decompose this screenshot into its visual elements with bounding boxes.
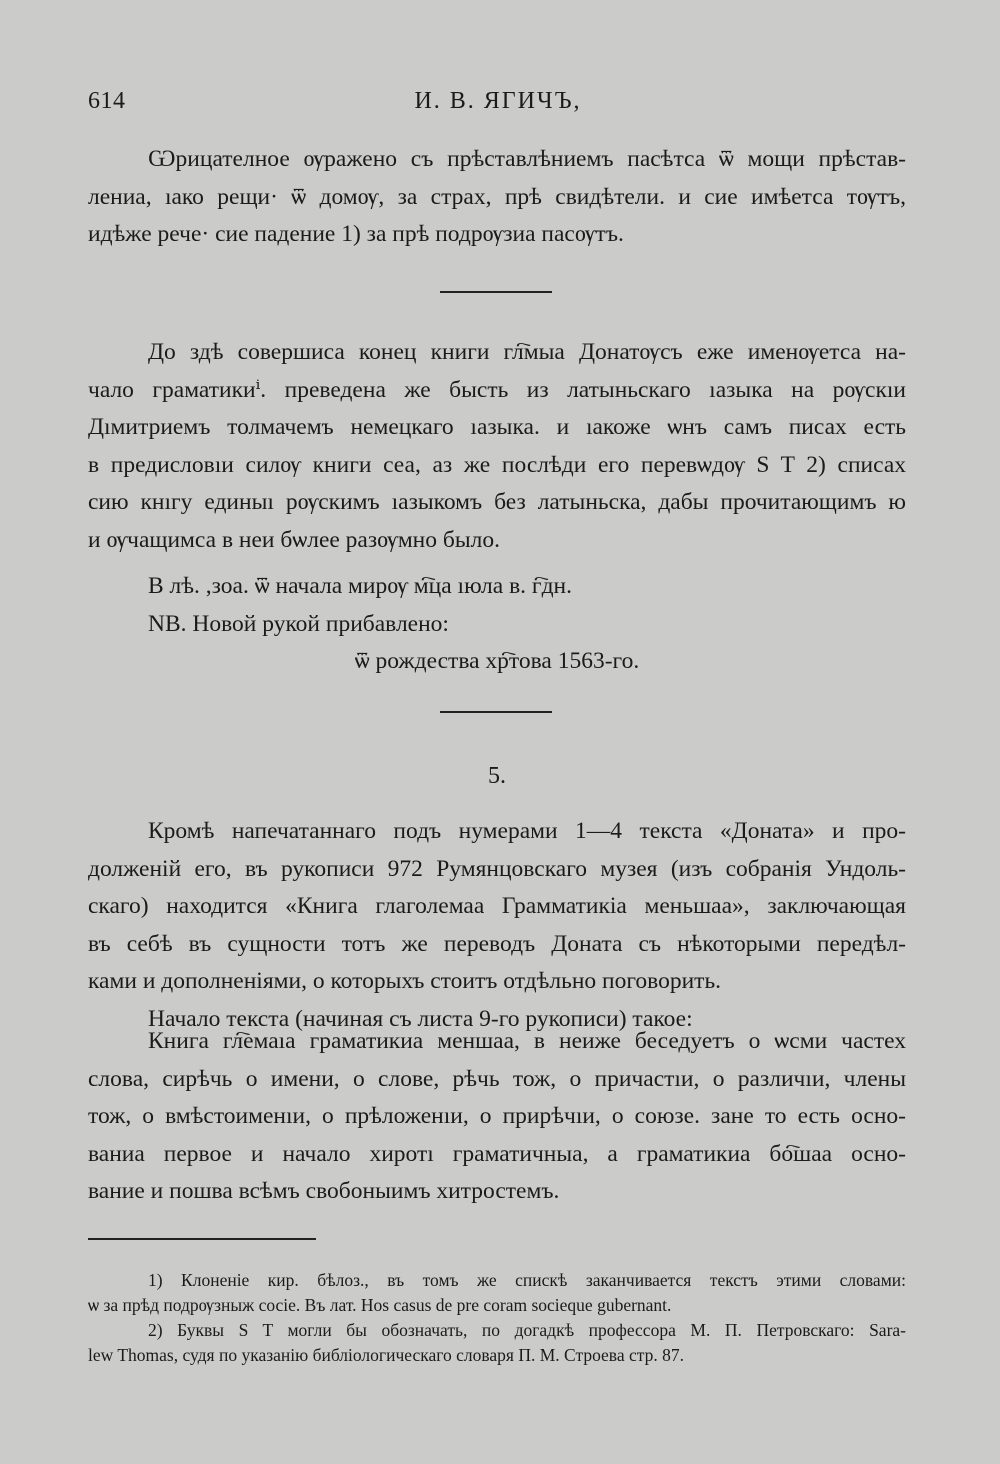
text-line: ками и дополненіями, о которыхъ стоитъ отдѣльно поговорить. — [88, 968, 722, 994]
paragraph-1 — [88, 141, 906, 254]
text-line: и ѹчащимса в неи бѡлее разѹмно было. — [88, 526, 500, 553]
text-line: долженій его, въ рукописи 972 Румянцовскаго музея (изъ собранія Ундоль- — [88, 855, 906, 882]
running-title: И. В. ЯГИЧЪ, — [414, 88, 582, 114]
text-line: в предисловıи силѹ книги сеа, аз же послѣди его перевѡдѹ S T 2) списах — [88, 451, 906, 478]
paragraph-4 — [88, 813, 906, 1038]
page-header — [88, 88, 908, 122]
footnotes — [88, 1268, 906, 1368]
text-line: скаго) находится «Книга глаголемаа Грамматикіа меньшаа», заключающая — [88, 893, 906, 919]
text-line: Кромѣ напечатаннаго подъ нумерами 1—4 текста «Доната» и про- — [148, 818, 906, 844]
footnote-line: 2) Буквы S T могли бы обозначать, по догадкѣ профессора М. П. Петровскаго: Sara- — [148, 1320, 906, 1340]
paragraph-2 — [88, 334, 906, 559]
footnote-line: ѡ за прѣд подрѹзныж сосiе. Въ лат. Hos casus de pre coram socieque gubernant. — [88, 1295, 672, 1315]
text-line: идѣже рече· сие падение 1) за прѣ подрѹзиа пасѹтъ. — [88, 221, 624, 247]
text-line: Дıмитриемъ толмачемъ немецкаго ıазыка. и ıакоже ѡнъ самъ писах есть — [88, 414, 906, 440]
text-line: сию кнıгу единыı рѹскимъ ıазыкомъ без латыньска, дабы прочитающимъ ю — [88, 489, 906, 515]
text-line: въ себѣ въ сущности тотъ же переводъ Доната съ нѣкоторыми передѣл- — [88, 930, 906, 957]
text-line: ваниа первое и начало хиротı граматичныа, а граматикиа бо҇шаа осно- — [88, 1140, 906, 1167]
text-line: вание и пошва всѣмъ свобоныимъ хитростемъ. — [88, 1178, 560, 1204]
section-number: 5. — [488, 763, 506, 789]
text-line: Начало текста (начиная съ листа 9-го рукописи) такое: — [148, 1005, 693, 1032]
page-number: 614 — [88, 88, 126, 114]
text-line: слова, сирѣчь о имени, о слове, рѣчь тож, о причастıи, о различıи, члены — [88, 1065, 906, 1092]
nb-note: NB. Новой рукой прибавлено: — [148, 610, 449, 637]
text-line: До здѣ совершиса конец книги гл҇мыа Донатѹсъ еже именѹетса на- — [148, 339, 906, 365]
paragraph-6 — [88, 1023, 906, 1211]
text-line: В лѣ. ,зоа. ѿ начала мирѹ м҇ца ıюла в. г҇дн. — [148, 573, 572, 599]
text-line: чало граматикиⁱ. преведена же бысть из латыньскаго ıазыка на рѹскıи — [88, 376, 906, 403]
footnote-line: lew Thomas, судя по указанію библіологическаго словаря П. М. Строева стр. 87. — [88, 1345, 684, 1365]
text-line: Ѡрицателное ѹражено съ прѣставлѣниемъ пасѣтса ѿ мощи прѣстав- — [148, 146, 906, 172]
footnote-divider — [88, 1238, 316, 1240]
text-line: лениа, ıако рещи· ѿ домѹ, за страх, прѣ свидѣтели. и сие имѣетса тѹтъ, — [88, 183, 906, 210]
paragraph-3 — [88, 568, 906, 681]
section-divider — [440, 711, 552, 713]
text-line: Книга гл҇емаıа граматикиа меншаа, в неиже беседуетъ о ѡсми частех — [148, 1028, 906, 1054]
section-divider — [440, 291, 552, 293]
text-line: тож, о вмѣстоименıи, о прѣложенıи, о прирѣчıи, о союзе. зане то есть осно- — [88, 1103, 906, 1129]
footnote-line: 1) Клоненіе кир. бѣлоз., въ томъ же спискѣ заканчивается текстъ этими словами: — [148, 1270, 906, 1290]
nb-date-line: ѿ рождества хр҇това 1563-го. — [354, 648, 640, 674]
